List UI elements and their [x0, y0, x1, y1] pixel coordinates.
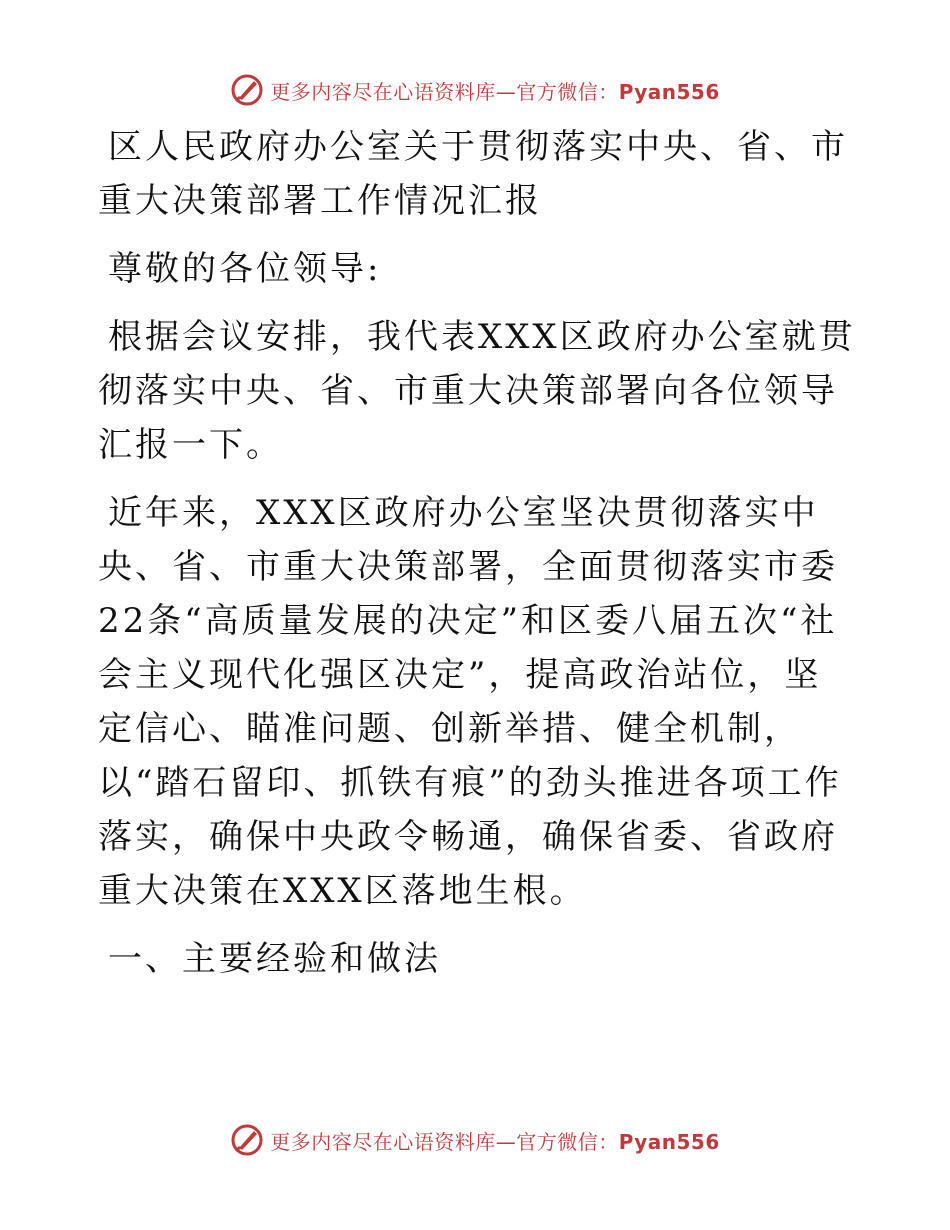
footer-watermark-text [270, 1126, 720, 1155]
watermark-separator: — [495, 1129, 517, 1154]
watermark-separator: — [495, 79, 517, 104]
paragraph-intro: 根据会议安排，我代表XXX区政府办公室就贯彻落实中央、省、市重大决策部署向各位领导汇报一下。 [98, 317, 856, 465]
header-watermark-text [270, 76, 720, 105]
watermark-wechat-label: 官方微信： [516, 79, 619, 104]
feather-pen-logo-icon [230, 1123, 264, 1157]
document-title: 区人民政府办公室关于贯彻落实中央、省、市重大决策部署工作情况汇报 [98, 127, 848, 221]
section-heading: 一、主要经验和做法 [108, 939, 441, 979]
watermark-wechat-label: 官方微信： [516, 1129, 619, 1154]
document-body [98, 120, 858, 986]
header-watermark-banner [0, 70, 950, 110]
watermark-main-text: 更多内容尽在心语资料库 [270, 79, 496, 104]
greeting: 尊敬的各位领导: [108, 249, 382, 289]
watermark-main-text: 更多内容尽在心语资料库 [270, 1129, 496, 1154]
watermark-wechat-id: Pyan556 [618, 79, 720, 104]
footer-watermark-banner [0, 1120, 950, 1160]
watermark-wechat-id: Pyan556 [618, 1129, 720, 1154]
feather-pen-logo-icon [230, 73, 264, 107]
paragraph-main: 近年来，XXX区政府办公室坚决贯彻落实中央、省、市重大决策部署，全面贯彻落实市委22条“高质量发展的决定”和区委八届五次“社会主义现代化强区决定”，提高政治站位，坚定信心、瞄准问题、创新举措、健全机制，以“踏石留印、抓铁有痕”的劲头推进各项工作落实，确保中央政令畅通，确保省委、省政府重大决策在XXX区落地生根。 [98, 493, 842, 911]
